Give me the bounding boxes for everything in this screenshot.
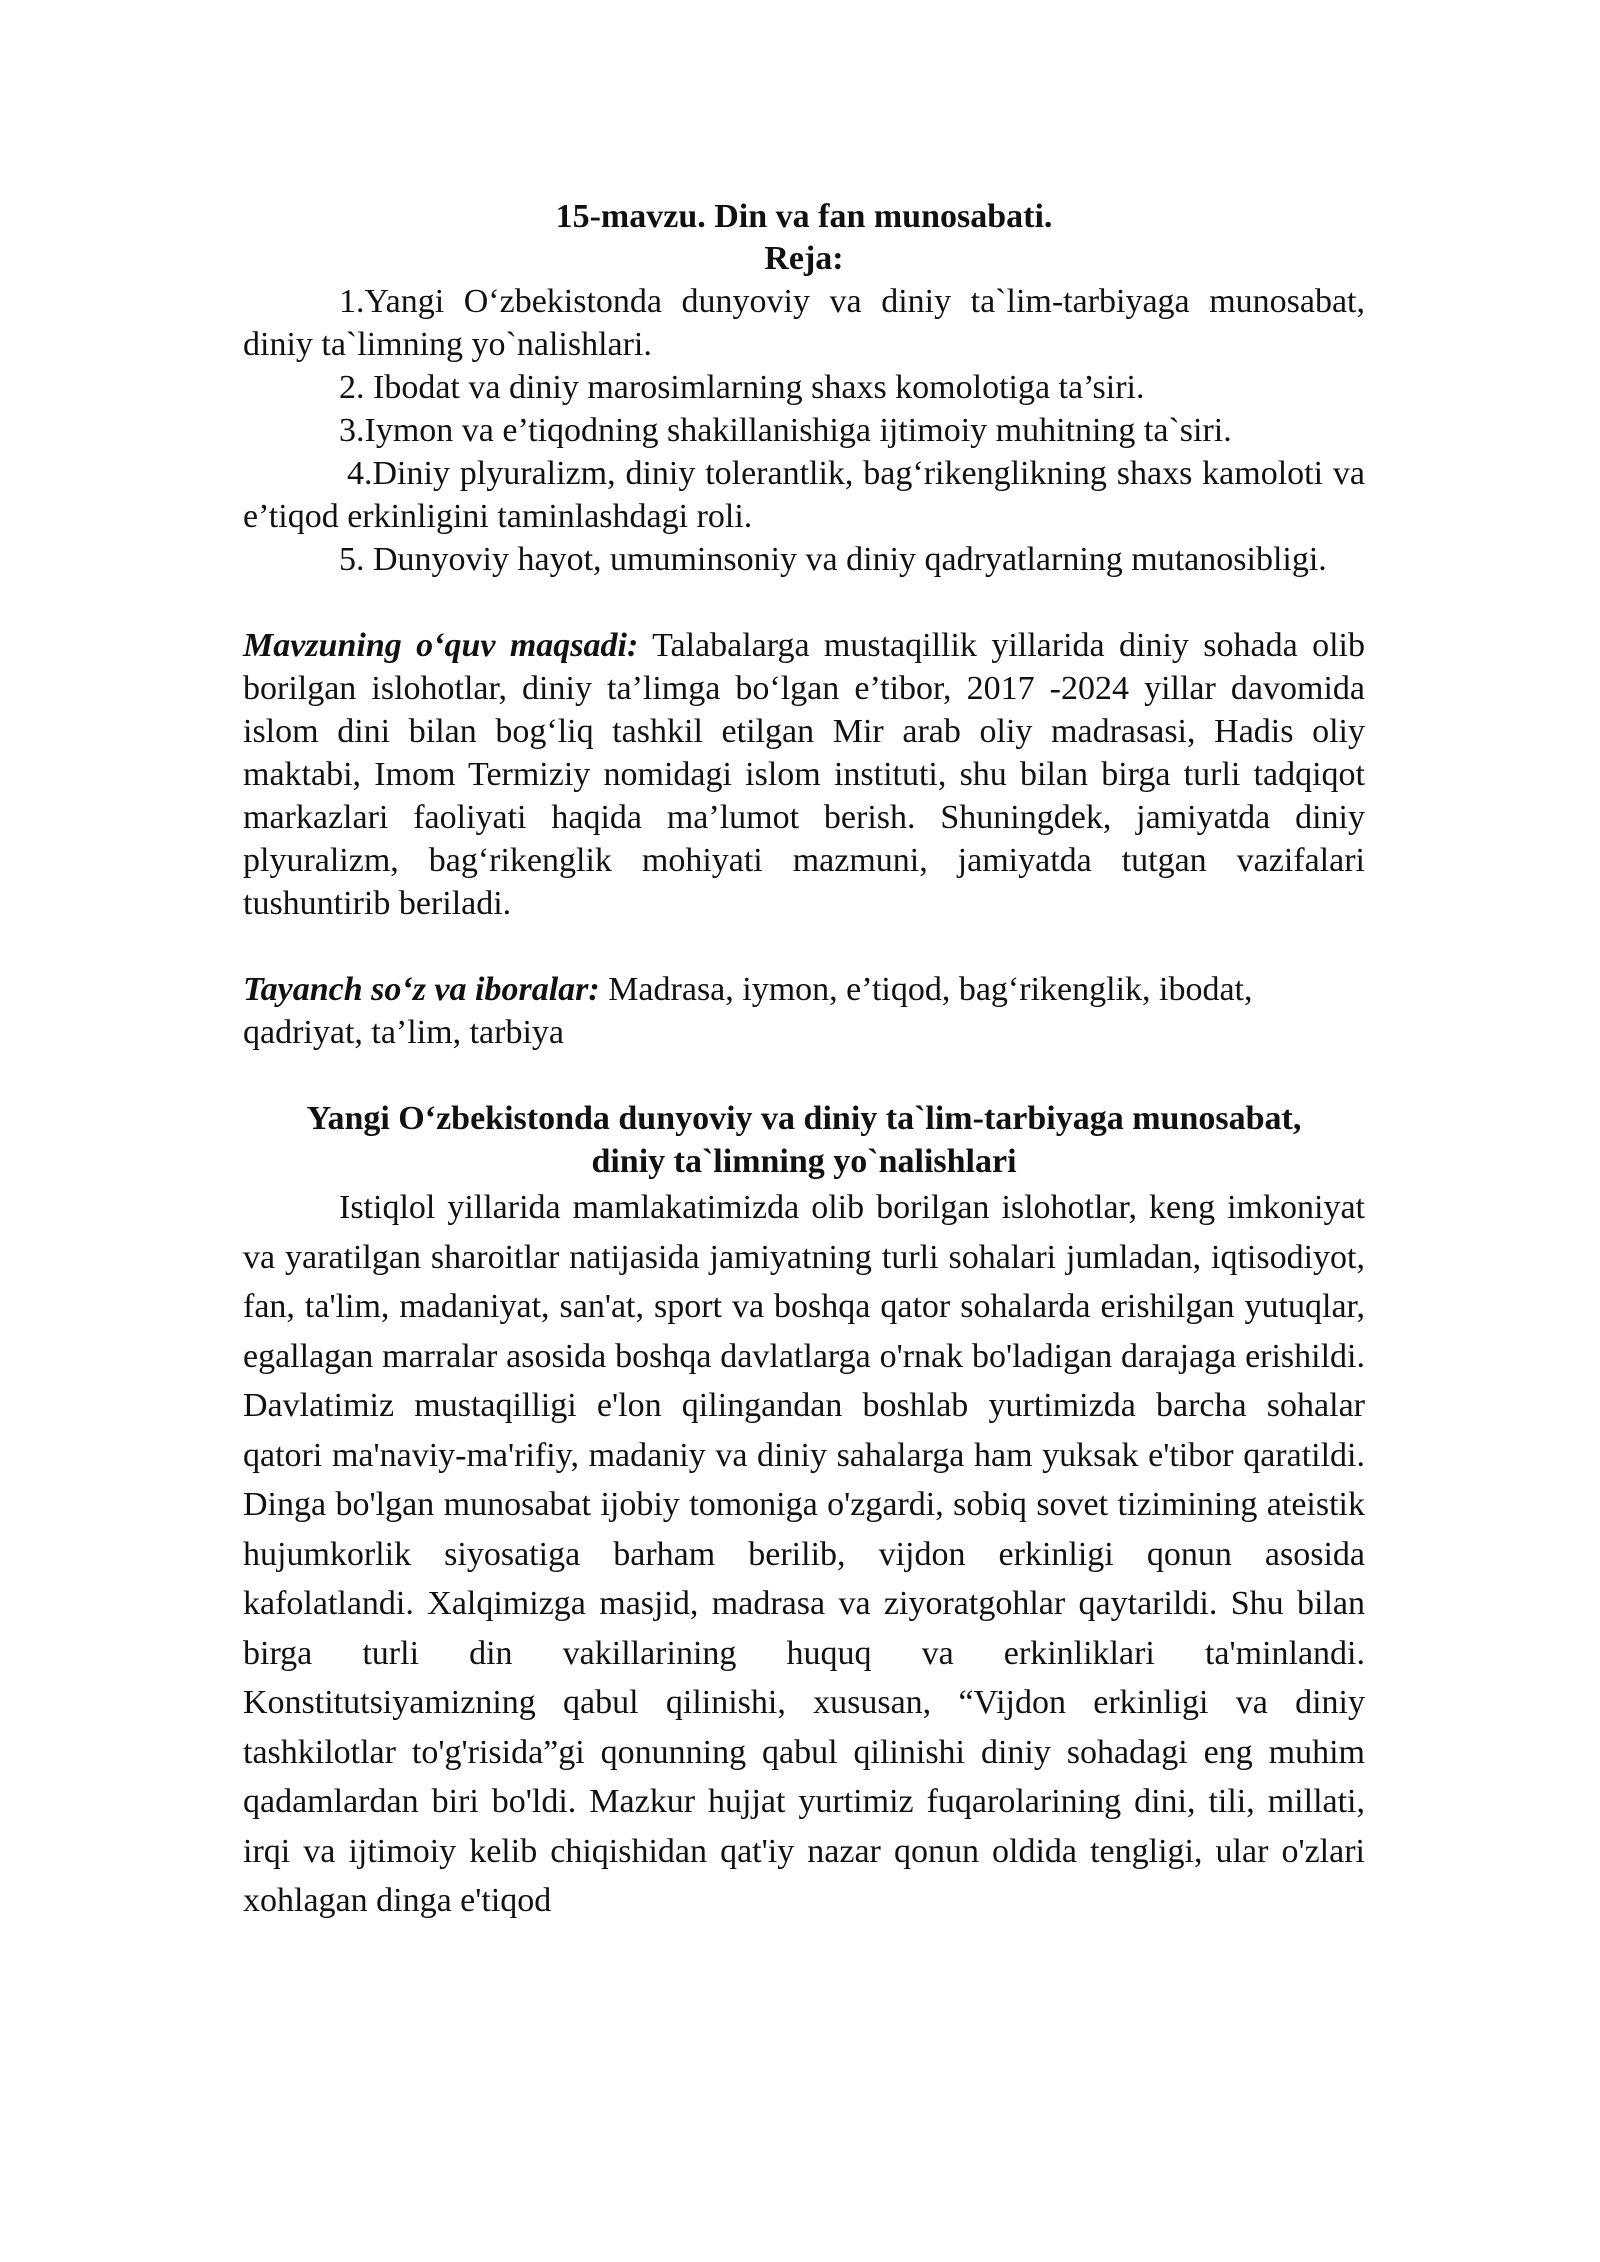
plan-item-3: 3.Iymon va e’tiqodning shakillanishiga ijtimoiy muhitning ta`siri. — [339, 412, 1232, 449]
section-body: Istiqlol yillarida mamlakatimizda olib borilgan islohotlar, keng imkoniyat va yaratilgan sharoitlar natijasida jamiyatning turli sohalari jumladan, iqtisodiyot, fan, ta'lim, madaniyat, san'at, sport va boshqa qator sohalarda erishilgan yutuqlar, egallagan marralar asosida boshqa davlatlarga o'rnak bo'ladigan darajaga erishildi. Davlatimiz mustaqilligi e'lon qilingandan boshlab yurtimizda barcha sohalar qatori ma'naviy-ma'rifiy, madaniy va diniy sahalarga ham yuksak e'tibor qaratildi. Dinga bo'lgan munosabat ijobiy tomoniga o'zgardi, sobiq sovet tizimining ateistik hujumkorlik siyosatiga barham berilib, vijdon erkinligi qonun asosida kafolatlandi. Xalqimizga masjid, madrasa va ziyoratgohlar qaytarildi. Shu bilan birga turli din vakillarining huquq va erkinliklari ta'minlandi. Konstitutsiyamizning qabul qilinishi, xususan, “Vijdon erkinligi va diniy tashkilotlar to'g'risida”gi qonunning qabul qilinishi diniy sohadagi eng muhim qadamlardan biri bo'ldi. Mazkur hujjat yurtimiz fuqarolarining dini, tili, millati, irqi va ijtimoiy kelib chiqishidan qat'iy nazar qonun oldida tengligi, ular o'zlari xohlagan dinga e'tiqod — [243, 1189, 1365, 1919]
section-heading-line2: diniy ta`limning yo`nalishlari — [591, 1143, 1017, 1180]
goal-paragraph — [243, 624, 1365, 925]
keywords-label: Tayanch so‘z va iboralar: — [243, 971, 600, 1008]
keywords-paragraph — [243, 968, 1365, 1054]
plan-item-4: 4.Diniy plyuralizm, diniy tolerantlik, bag‘rikenglikning shaxs kamoloti va e’tiqod erkinligini taminlashdagi roli. — [243, 455, 1365, 535]
keywords-text: Madrasa, iymon, e’tiqod, bag‘rikenglik, ibodat, qadriyat, ta’lim, tarbiya — [243, 971, 1253, 1051]
goal-label: Mavzuning o‘quv maqsadi: — [243, 627, 639, 664]
plan-title: Reja: — [764, 240, 844, 277]
section-heading — [243, 1097, 1365, 1183]
plan-item-5: 5. Dunyoviy hayot, umuminsoniy va diniy qadryatlarning mutanosibligi. — [339, 541, 1327, 578]
plan-list — [243, 280, 1365, 581]
section-heading-line1: Yangi O‘zbekistonda dunyoviy va diniy ta`lim-tarbiyaga munosabat, — [306, 1100, 1302, 1137]
document-page — [243, 196, 1365, 1926]
page-title: 15-mavzu. Din va fan munosabati. — [555, 198, 1053, 235]
plan-item-2: 2. Ibodat va diniy marosimlarning shaxs komolotiga ta’siri. — [339, 369, 1145, 406]
plan-item-1: 1.Yangi O‘zbekistonda dunyoviy va diniy ta`lim-tarbiyaga munosabat, diniy ta`limning yo`nalishlari. — [243, 283, 1365, 363]
goal-text: Talabalarga mustaqillik yillarida diniy sohada olib borilgan islohotlar, diniy ta’limga bo‘lgan e’tibor, 2017 -2024 yillar davomida islom dini bilan bog‘liq tashkil etilgan Mir arab oliy madrasasi, Hadis oliy maktabi, Imom Termiziy nomidagi islom instituti, shu bilan birga turli tadqiqot markazlari faoliyati haqida ma’lumot berish. Shuningdek, jamiyatda diniy plyuralizm, bag‘rikenglik mohiyati mazmuni, jamiyatda tutgan vazifalari tushuntirib beriladi. — [243, 627, 1365, 922]
